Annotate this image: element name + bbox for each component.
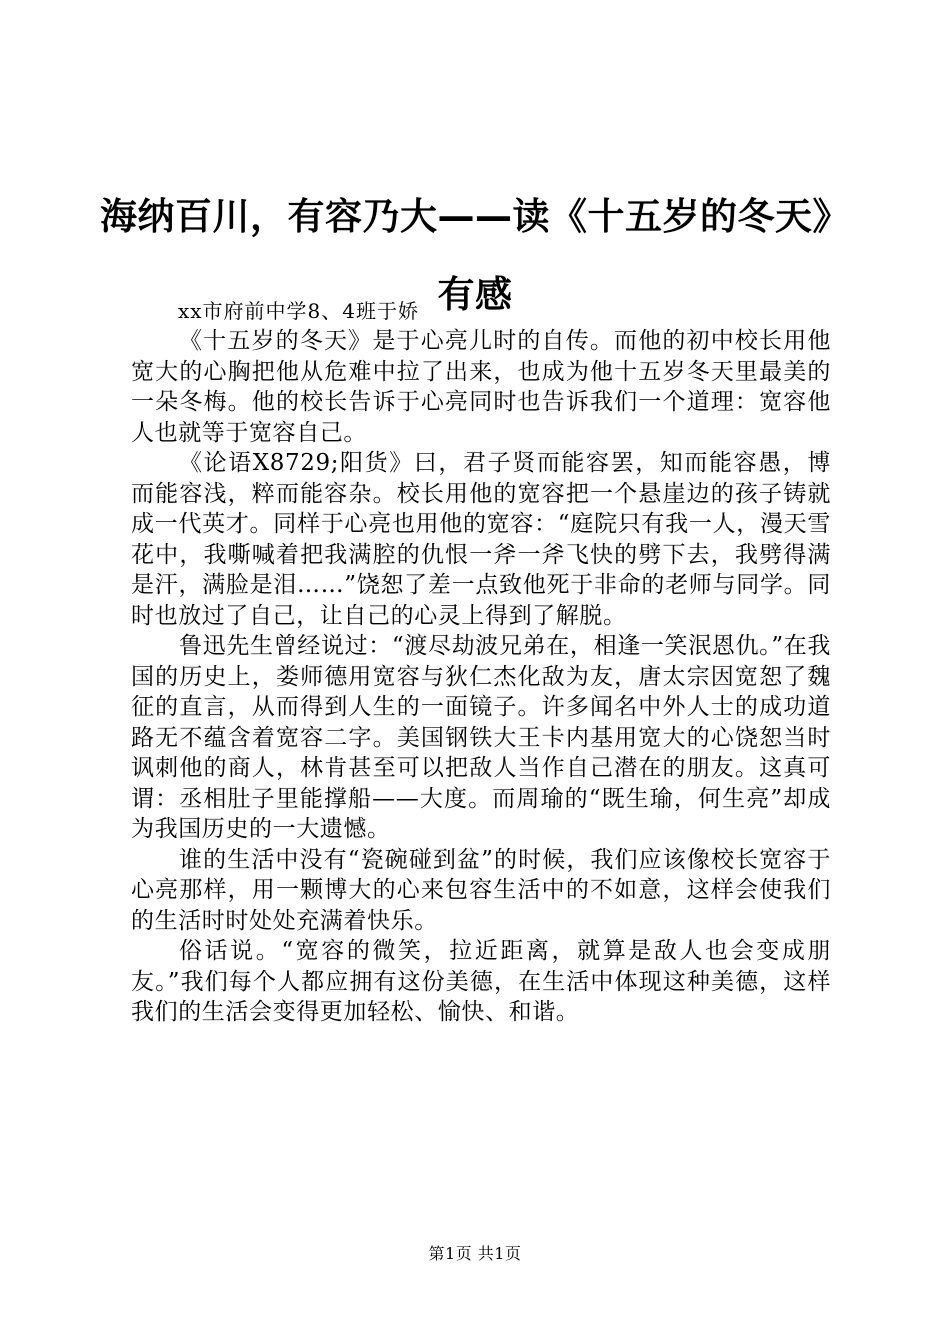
paragraph-3: 鲁迅先生曾经说过：“渡尽劫波兄弟在，相逢一笑泯恩仇。”在我国的历史上，娄师德用宽容与狄仁杰化敌为友，唐太宗因宽恕了魏征的直言，从而得到人生的一面镜子。许多闻名中外人士的成功道路无不蕴含着宽容二字。美国钢铁大王卡内基用宽大的心饶恕当时讽刺他的商人，林肯甚至可以把敌人当作自己潜在的朋友。这真可谓：丞相肚子里能撑船——大度。而周瑜的“既生瑜，何生亮”却成为我国历史的一大遗憾。	[131, 633, 831, 842]
document-title: 海纳百川，有容乃大——读《十五岁的冬天》有感	[100, 195, 850, 316]
paragraph-1: 《十五岁的冬天》是于心亮儿时的自传。而他的初中校长用他宽大的心胸把他从危难中拉了出来，也成为他十五岁冬天里最美的一朵冬梅。他的校长告诉于心亮同时也告诉我们一个道理：宽容他人也就等于宽容自己。	[131, 328, 831, 446]
author-line: xx市府前中学8、4班于娇	[178, 299, 420, 323]
paragraph-5: 俗话说。“宽容的微笑，拉近距离，就算是敌人也会变成朋友。”我们每个人都应拥有这份美德，在生活中体现这种美德，这样我们的生活会变得更加轻松、愉快、和谐。	[131, 938, 831, 1025]
document-body	[131, 296, 831, 1028]
page-number-footer: 第1页 共1页	[428, 1244, 522, 1263]
paragraph-2: 《论语X8729;阳货》曰，君子贤而能容罢，知而能容愚，博而能容浅，粹而能容杂。校长用他的宽容把一个悬崖边的孩子铸就成一代英才。同样于心亮也用他的宽容：“庭院只有我一人，漫天雪花中，我嘶喊着把我满腔的仇恨一斧一斧飞快的劈下去，我劈得满是汗，满脸是泪……”饶恕了差一点致他死于非命的老师与同学。同时也放过了自己，让自己的心灵上得到了解脱。	[131, 450, 831, 629]
paragraph-4: 谁的生活中没有“瓷碗碰到盆”的时候，我们应该像校长宽容于心亮那样，用一颗博大的心来包容生活中的不如意，这样会使我们的生活时时处处充满着快乐。	[131, 846, 831, 934]
